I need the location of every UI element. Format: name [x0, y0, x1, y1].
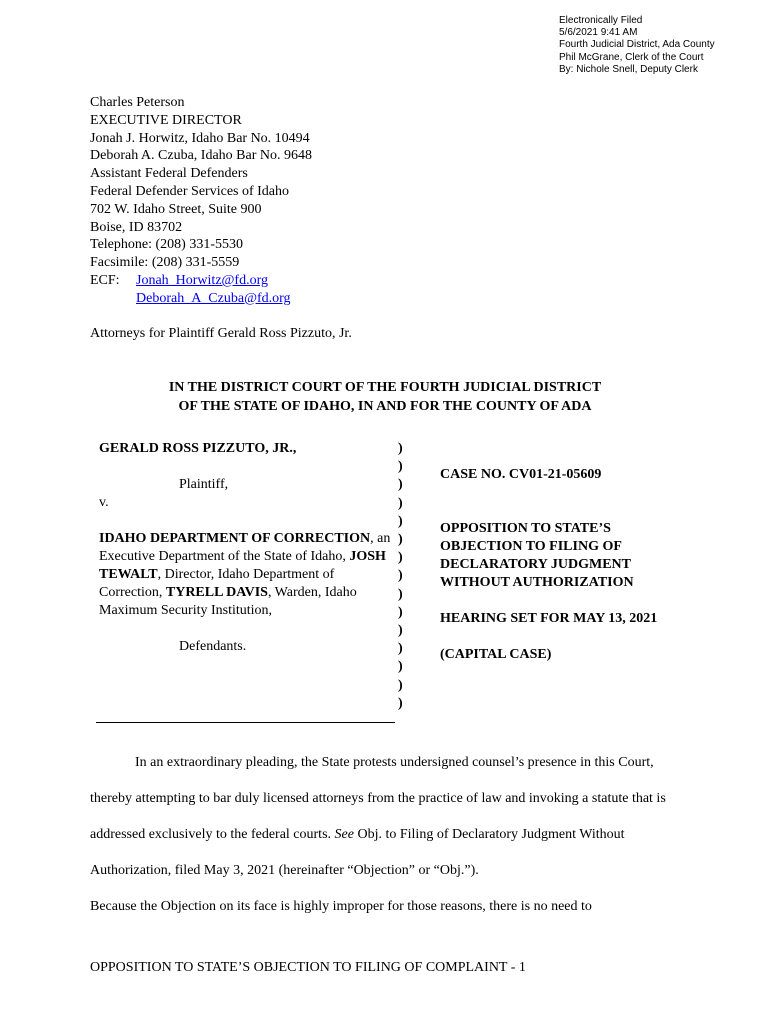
- court-title-line: IN THE DISTRICT COURT OF THE FOURTH JUDICIAL DISTRICT: [168, 380, 602, 395]
- document-title-line: OPPOSITION TO STATE’S: [440, 521, 611, 536]
- stamp-line: 5/6/2021 9:41 AM: [559, 27, 638, 39]
- defendant-name: JOSH TEWALT: [99, 549, 386, 582]
- defendant-name: IDAHO DEPARTMENT OF CORRECTION: [99, 531, 371, 546]
- attorneys-for-line: Attorneys for Plaintiff Gerald Ross Pizzuto, Jr.: [90, 326, 352, 341]
- caption-parens: [398, 440, 403, 713]
- paren: ): [398, 441, 403, 456]
- capital-case-label: (CAPITAL CASE): [440, 647, 552, 662]
- case-number: CASE NO. CV01-21-05609: [440, 467, 602, 482]
- paragraph-text: Obj. to Filing of Declaratory Judgment Without Authorization, filed May 3, 2021 (hereinafter “Objection” or “Obj.”).: [90, 827, 625, 878]
- body-text: [90, 745, 690, 925]
- header-line: EXECUTIVE DIRECTOR: [90, 112, 242, 128]
- document-title-line: DECLARATORY JUDGMENT: [440, 557, 631, 572]
- paren: ): [398, 495, 403, 511]
- defendant-name: TYRELL DAVIS: [165, 585, 268, 600]
- plaintiff-name: GERALD ROSS PIZZUTO, JR.,: [99, 441, 297, 456]
- header-line: Facsimile: (208) 331-5559: [90, 255, 240, 271]
- email-link-czuba[interactable]: Deborah_A_Czuba@fd.org: [136, 290, 291, 306]
- court-title: [90, 378, 680, 416]
- defendant-detail: , Warden, Idaho Maximum Security Institution,: [99, 585, 357, 618]
- spacer: [99, 620, 391, 638]
- filing-stamp: [559, 15, 715, 76]
- attorney-header: [90, 94, 312, 308]
- ecf-row: [90, 290, 312, 308]
- stamp-line: Fourth Judicial District, Ada County: [559, 39, 715, 51]
- spacer: [440, 484, 700, 520]
- stamp-line: By: Nichole Snell, Deputy Clerk: [559, 63, 698, 75]
- court-title-line: OF THE STATE OF IDAHO, IN AND FOR THE COUNTY OF ADA: [178, 399, 592, 414]
- defendant-detail: , an Executive Department of the State of Idaho,: [99, 531, 391, 564]
- versus: v.: [99, 495, 109, 510]
- defendants-description: [99, 530, 391, 620]
- stamp-line: Phil McGrane, Clerk of the Court: [559, 51, 704, 63]
- spacer: [440, 592, 700, 610]
- header-line: Assistant Federal Defenders: [90, 166, 248, 182]
- spacer: [99, 512, 391, 530]
- plaintiff-label: Plaintiff,: [179, 477, 229, 492]
- paren: ): [398, 568, 403, 584]
- paren: ): [398, 695, 403, 711]
- ecf-spacer: [90, 290, 136, 308]
- spacer: [99, 458, 391, 476]
- paren: ): [398, 550, 403, 566]
- paren: ): [398, 586, 403, 602]
- caption-case-info: [440, 466, 700, 664]
- paren: ): [398, 659, 403, 675]
- header-line: Federal Defender Services of Idaho: [90, 183, 290, 199]
- page-footer: OPPOSITION TO STATE’S OBJECTION TO FILING OF COMPLAINT - 1: [90, 960, 526, 975]
- document-title-line: WITHOUT AUTHORIZATION: [440, 575, 634, 590]
- defendants-label: Defendants.: [179, 639, 247, 654]
- paren: ): [398, 532, 403, 548]
- spacer: [440, 628, 700, 646]
- header-line: Charles Peterson: [90, 95, 185, 110]
- caption-parties: [99, 440, 391, 656]
- header-line: Boise, ID 83702: [90, 219, 183, 235]
- paren: ): [398, 477, 403, 493]
- paren: ): [398, 459, 403, 475]
- paren: ): [398, 623, 403, 639]
- header-line: Telephone: (208) 331-5530: [90, 237, 243, 253]
- ecf-row: [90, 272, 312, 290]
- ecf-label: ECF:: [90, 272, 120, 288]
- hearing-date: HEARING SET FOR MAY 13, 2021: [440, 611, 658, 626]
- email-link-horwitz[interactable]: Jonah_Horwitz@fd.org: [136, 272, 269, 288]
- header-line: Jonah J. Horwitz, Idaho Bar No. 10494: [90, 130, 310, 146]
- defendant-detail: , Director, Idaho Department of Correction,: [99, 567, 335, 600]
- paren: ): [398, 641, 403, 657]
- document-title-line: OBJECTION TO FILING OF: [440, 539, 622, 554]
- header-line: 702 W. Idaho Street, Suite 900: [90, 201, 262, 217]
- paragraph: [90, 745, 690, 889]
- paren: ): [398, 513, 403, 529]
- stamp-line: Electronically Filed: [559, 15, 643, 26]
- paren: ): [398, 604, 403, 620]
- header-line: Deborah A. Czuba, Idaho Bar No. 9648: [90, 148, 313, 164]
- caption-divider: [96, 722, 395, 723]
- citation-signal: See: [334, 827, 354, 842]
- paragraph: Because the Objection on its face is highly improper for those reasons, there is no need to: [90, 899, 592, 914]
- paragraph-text: In an extraordinary pleading, the State protests undersigned counsel’s presence in this Court, thereby attempting to bar duly licensed attorneys from the practice of law and invoking a statute that is addressed exclusively to the federal courts.: [90, 755, 666, 842]
- paren: ): [398, 677, 403, 693]
